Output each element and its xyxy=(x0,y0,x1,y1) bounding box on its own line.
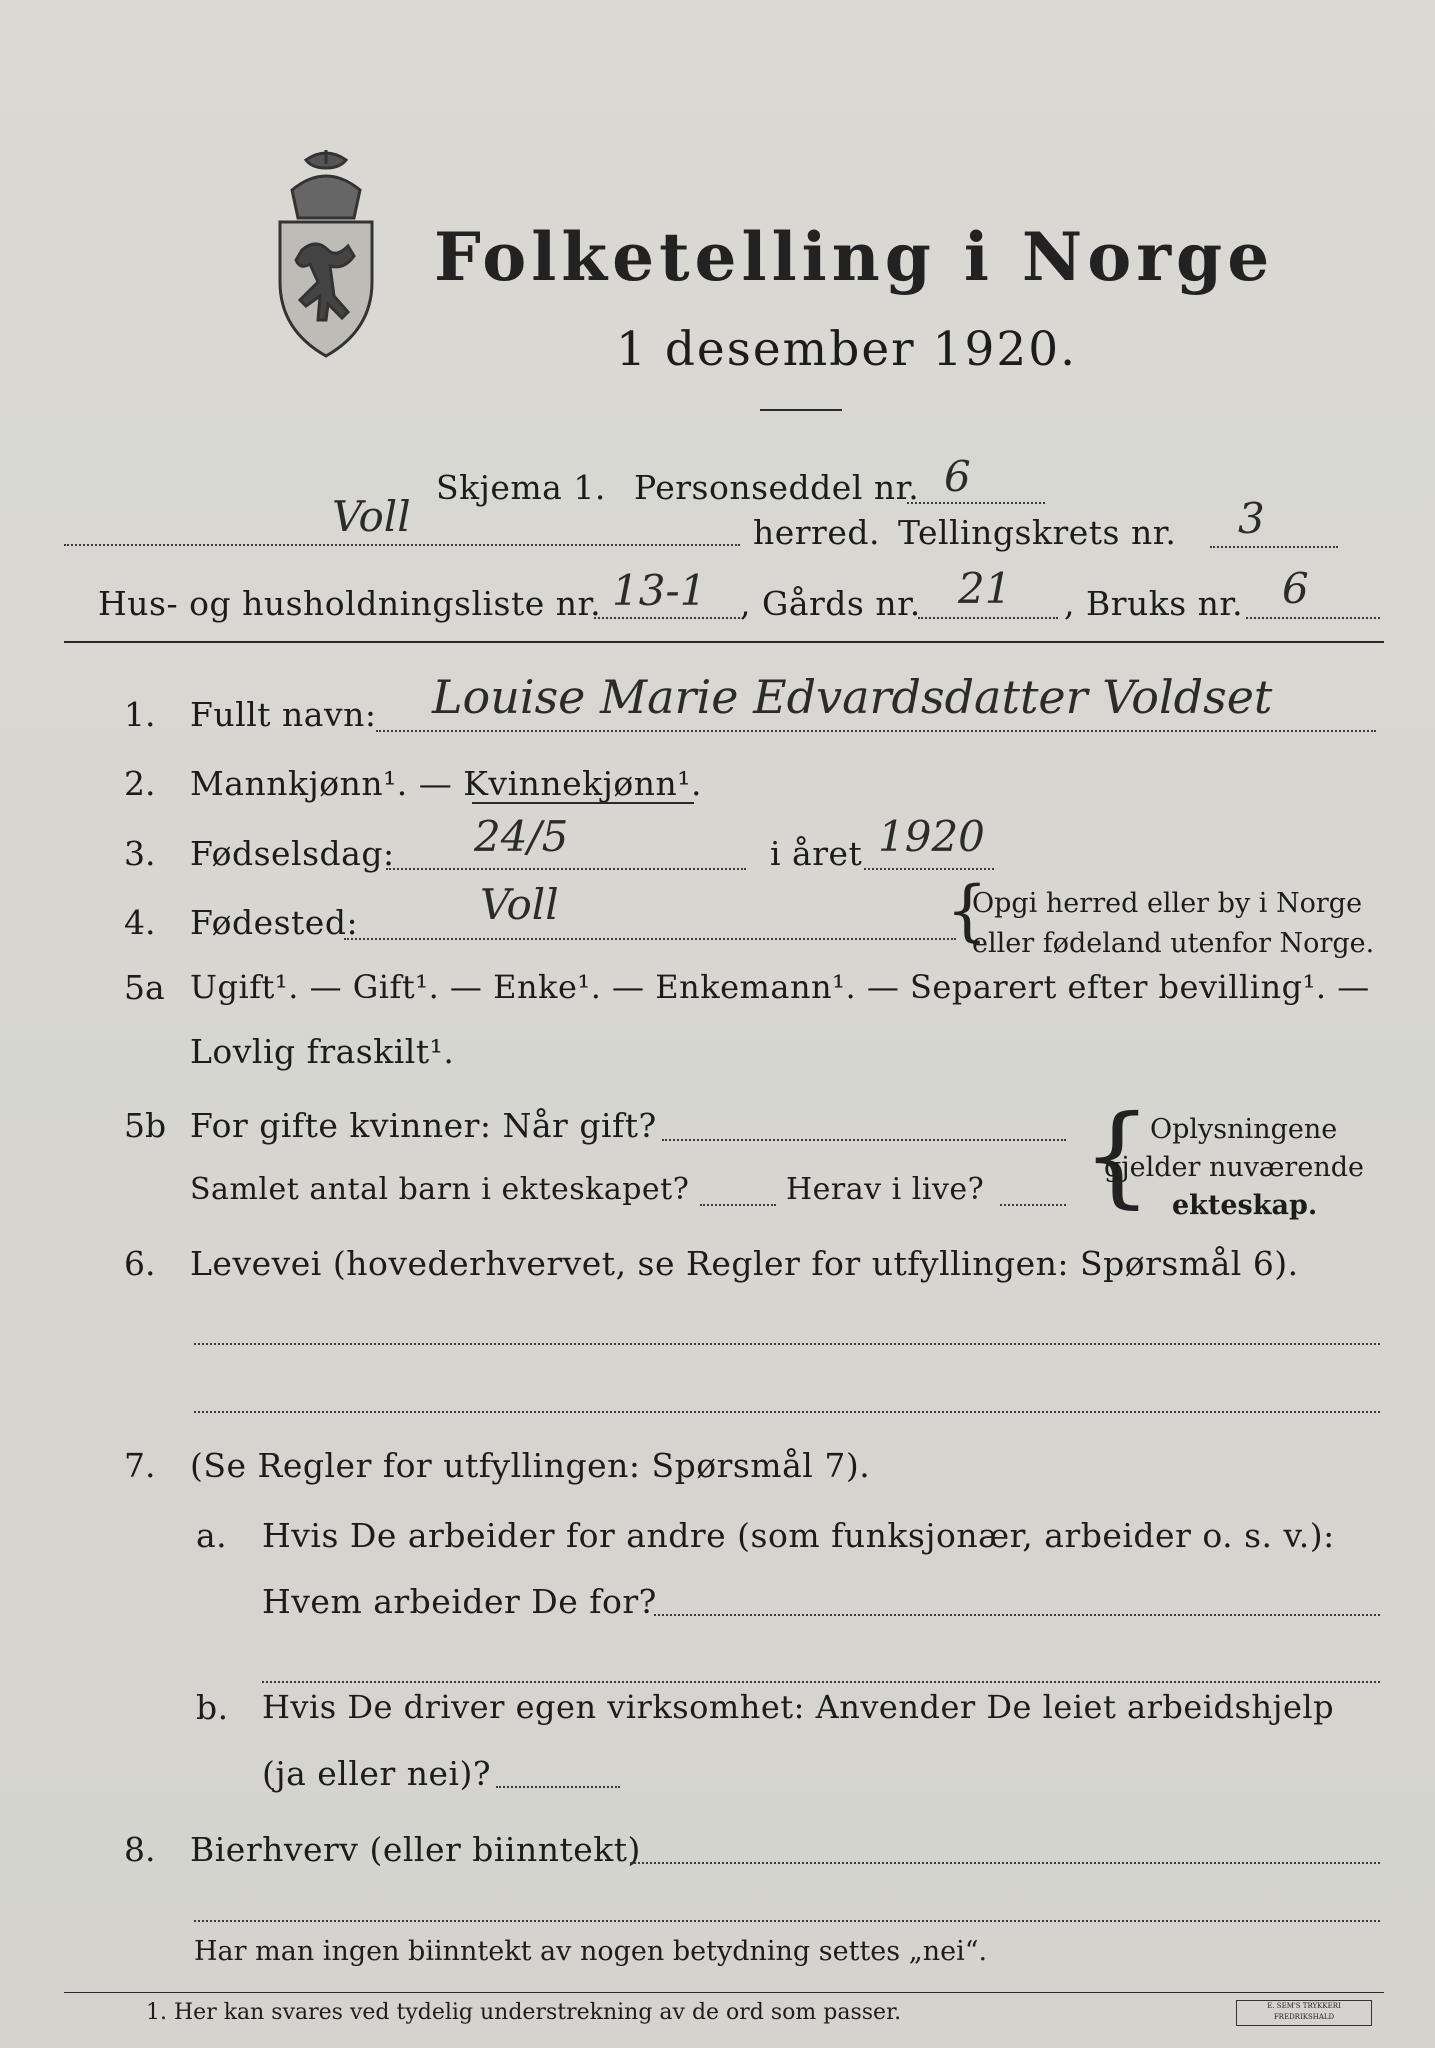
tellingskrets-label: Tellingskrets nr. xyxy=(898,513,1177,552)
q6-number: 6. xyxy=(124,1244,156,1283)
q4-note-brace: { xyxy=(946,872,988,949)
q1-label: Fullt navn: xyxy=(190,695,377,734)
q4-label: Fødested: xyxy=(190,903,359,942)
q5b-note-line1: Oplysningene xyxy=(1150,1114,1338,1145)
q5b-note-line2: gjelder nuværende xyxy=(1104,1152,1364,1183)
footer-rule xyxy=(64,1992,1384,1993)
q5b-married-line xyxy=(662,1139,1066,1141)
personseddel-label: Personseddel nr. xyxy=(634,468,920,507)
printer-mark: E. SEM'S TRYKKERI FREDRIKSHALD xyxy=(1236,2000,1372,2026)
bruks-value: 6 xyxy=(1282,564,1309,613)
kvinnekjonn-underline xyxy=(472,802,694,804)
q1-value: Louise Marie Edvardsdatter Voldset xyxy=(432,670,1273,724)
norway-coat-of-arms-icon xyxy=(262,150,390,360)
q8-line-2 xyxy=(194,1920,1380,1922)
q5b-note-line3: ekteskap. xyxy=(1172,1190,1318,1221)
q2-number: 2. xyxy=(124,764,156,803)
q8-note: Har man ingen biinntekt av nogen betydning settes „nei“. xyxy=(194,1936,988,1967)
q3-year-label: i året xyxy=(770,834,863,873)
q7b-letter: b. xyxy=(196,1688,229,1727)
q6-line-2 xyxy=(194,1411,1380,1413)
gards-line xyxy=(918,617,1058,619)
q7a-employer-line xyxy=(654,1614,1380,1616)
hus-label: Hus- og husholdningsliste nr. xyxy=(98,584,602,623)
q5b-alive-label: Herav i live? xyxy=(786,1172,985,1207)
q6-line-1 xyxy=(194,1343,1380,1345)
title-divider xyxy=(760,409,842,411)
hus-line xyxy=(594,617,744,619)
header-rule xyxy=(64,641,1384,643)
q7b-answer-label: (ja eller nei)? xyxy=(262,1754,492,1793)
q1-line xyxy=(376,730,1376,732)
gards-value: 21 xyxy=(958,564,1012,613)
q7a-employer-label: Hvem arbeider De for? xyxy=(262,1582,657,1621)
q8-number: 8. xyxy=(124,1830,156,1869)
q7a-letter: a. xyxy=(196,1516,228,1555)
q5b-alive-line xyxy=(1000,1204,1066,1206)
personseddel-line xyxy=(907,502,1045,504)
q7a-question: Hvis De arbeider for andre (som funksjonær, arbeider o. s. v.): xyxy=(262,1516,1335,1555)
q8-label: Bierhverv (eller biinntekt) xyxy=(190,1830,641,1869)
q3-year-line xyxy=(864,868,994,870)
bruks-line xyxy=(1246,617,1380,619)
q7-label: (Se Regler for utfyllingen: Spørsmål 7). xyxy=(190,1446,871,1485)
q7b-question: Hvis De driver egen virksomhet: Anvender De leiet arbeidshjelp xyxy=(262,1688,1335,1726)
q4-note-line1: Opgi herred eller by i Norge xyxy=(972,888,1363,919)
footnote: 1. Her kan svares ved tydelig understrekning av de ord som passer. xyxy=(146,2000,902,2025)
gards-label: , Gårds nr. xyxy=(740,584,921,623)
q3-year-value: 1920 xyxy=(878,812,985,861)
herred-label: herred. xyxy=(753,513,880,552)
q4-note-line2: eller fødeland utenfor Norge. xyxy=(972,928,1375,959)
q5b-children-line xyxy=(700,1204,776,1206)
herred-line xyxy=(64,544,740,546)
q5b-married-label: For gifte kvinner: Når gift? xyxy=(190,1106,657,1145)
q5b-children-label: Samlet antal barn i ekteskapet? xyxy=(190,1172,690,1207)
q6-label: Levevei (hovederhvervet, se Regler for utfyllingen: Spørsmål 6). xyxy=(190,1244,1299,1283)
q4-number: 4. xyxy=(124,903,156,942)
herred-value: Voll xyxy=(332,492,411,541)
q3-number: 3. xyxy=(124,834,156,873)
q3-label: Fødselsdag: xyxy=(190,834,395,873)
q3-value: 24/5 xyxy=(474,812,569,861)
q5a-options-cont: Lovlig fraskilt¹. xyxy=(190,1032,455,1071)
q7a-line-2 xyxy=(262,1681,1380,1683)
tellingskrets-line xyxy=(1210,546,1338,548)
census-date: 1 desember 1920. xyxy=(616,322,1078,377)
page-title: Folketelling i Norge xyxy=(434,218,1275,296)
q4-line xyxy=(344,938,956,940)
hus-value: 13-1 xyxy=(612,566,707,615)
skjema-label: Skjema 1. xyxy=(436,468,606,507)
q3-line xyxy=(386,868,746,870)
bruks-label: , Bruks nr. xyxy=(1064,584,1244,623)
tellingskrets-value: 3 xyxy=(1238,494,1265,543)
q7b-answer-line xyxy=(496,1786,620,1788)
personseddel-value: 6 xyxy=(944,452,971,501)
q5b-note-brace: { xyxy=(1082,1091,1152,1219)
q8-line xyxy=(630,1862,1380,1864)
q5a-number: 5a xyxy=(124,968,165,1007)
q5b-number: 5b xyxy=(124,1106,167,1145)
q7-number: 7. xyxy=(124,1446,156,1485)
q1-number: 1. xyxy=(124,695,156,734)
q4-value: Voll xyxy=(480,880,559,929)
q2-label: Mannkjønn¹. — Kvinnekjønn¹. xyxy=(190,764,702,803)
q5a-options: Ugift¹. — Gift¹. — Enke¹. — Enkemann¹. — Separert efter bevilling¹. — xyxy=(190,968,1370,1006)
